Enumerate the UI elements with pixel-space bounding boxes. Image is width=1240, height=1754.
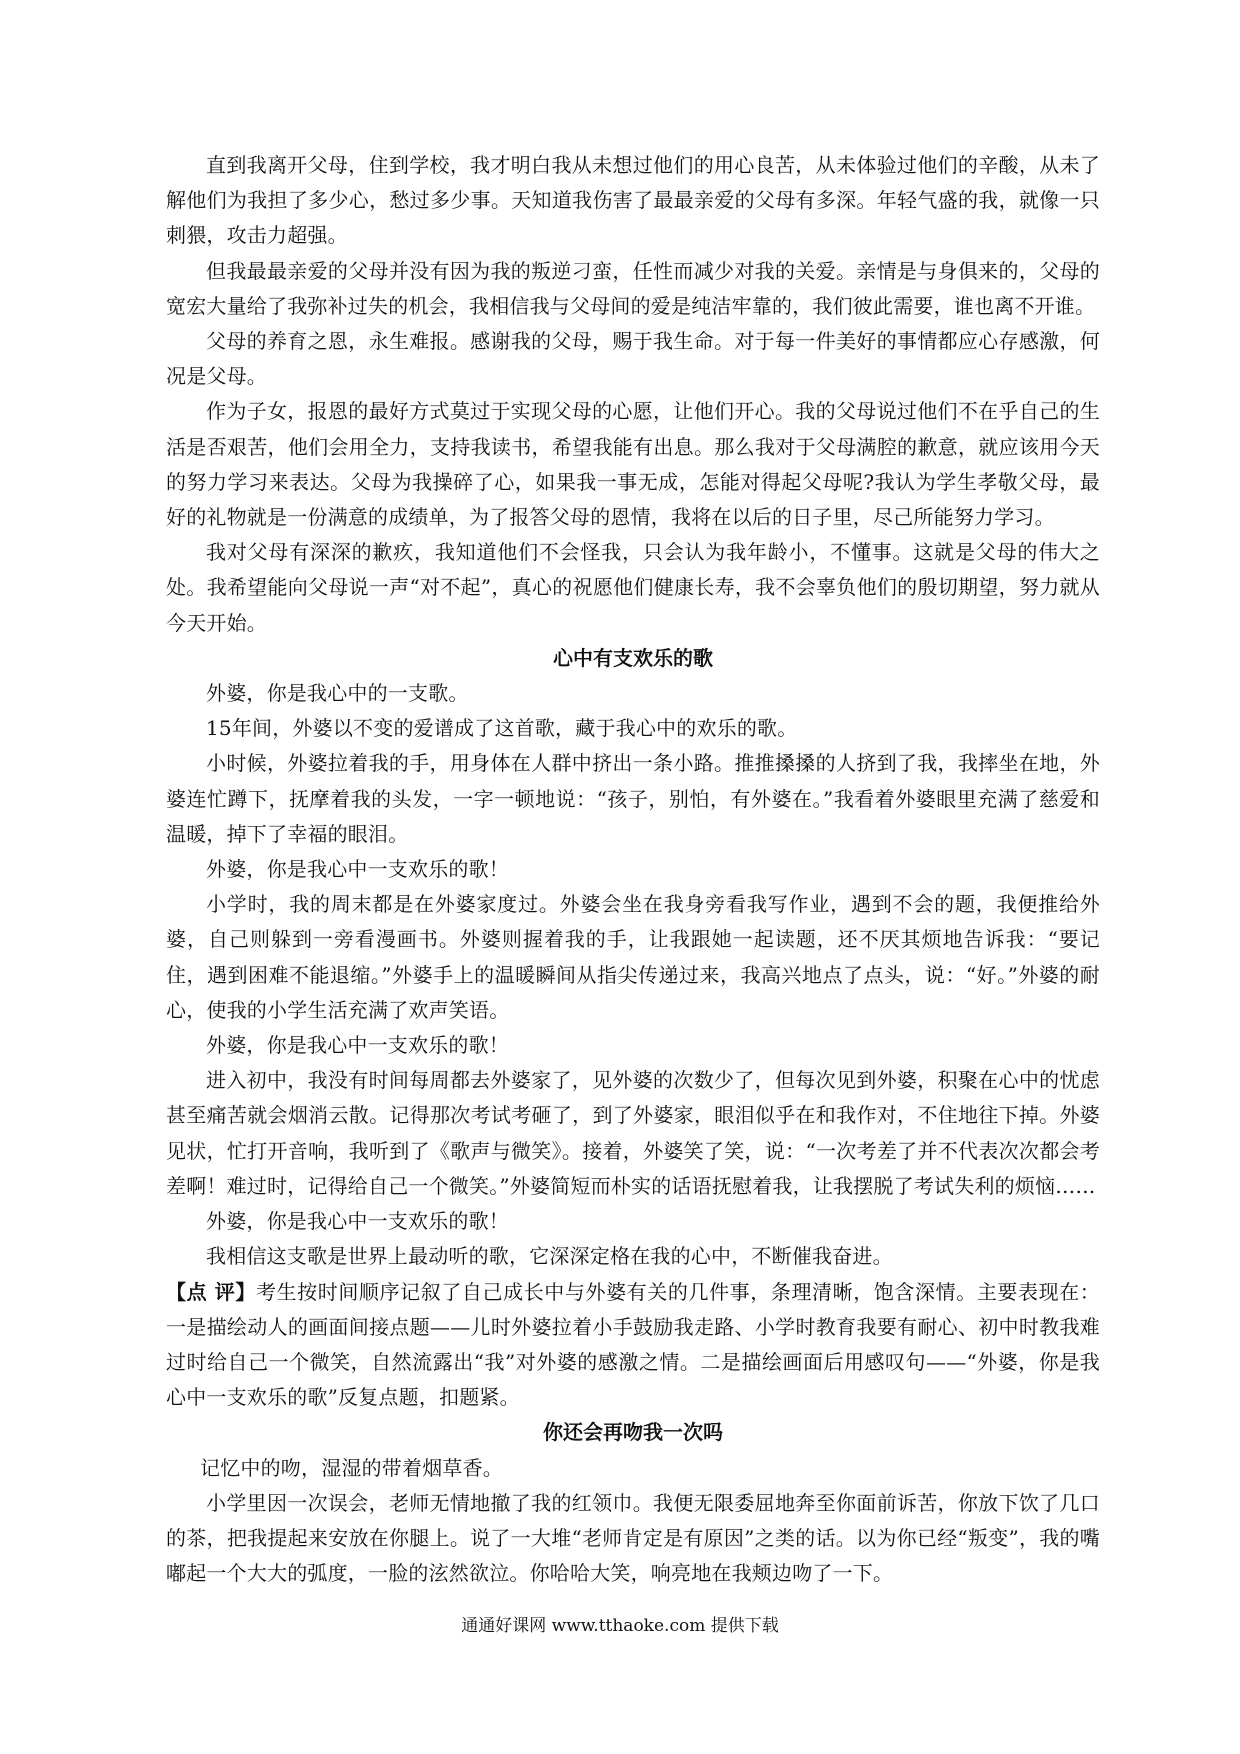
paragraph: 进入初中，我没有时间每周都去外婆家了，见外婆的次数少了，但每次见到外婆，积聚在心中的忧虑甚至痛苦就会烟消云散。记得那次考试考砸了，到了外婆家，眼泪似乎在和我作对，不住地往下掉。外婆见状，忙打开音响，我听到了《歌声与微笑》。接着，外婆笑了笑，说：“一次考差了并不代表次次都会考差啊！难过时，记得给自己一个微笑。”外婆简短而朴实的话语抚慰着我，让我摆脱了考试失利的烦恼……	[166, 1068, 1100, 1198]
paragraph: 但我最最亲爱的父母并没有因为我的叛逆刁蛮，任性而减少对我的关爱。亲情是与身俱来的，父母的宽宏大量给了我弥补过失的机会，我相信我与父母间的爱是纯洁牢靠的，我们彼此需要，谁也离不开谁。	[166, 258, 1100, 318]
comment-label: 【点 评】	[166, 1279, 256, 1304]
paragraph: 外婆，你是我心中的一支歌。	[206, 681, 469, 706]
paragraph: 记忆中的吻，湿湿的带着烟草香。	[200, 1455, 503, 1480]
refrain-paragraph: 外婆，你是我心中一支欢乐的歌！	[206, 857, 509, 882]
paragraph: 直到我离开父母，住到学校，我才明白我从未想过他们的用心良苦，从未体验过他们的辛酸，从未了解他们为我担了多少心，愁过多少事。天知道我伤害了最最亲爱的父母有多深。年轻气盛的我，就像一只刺猥，攻击力超强。	[166, 153, 1100, 248]
paragraph: 作为子女，报恩的最好方式莫过于实现父母的心愿，让他们开心。我的父母说过他们不在乎自己的生活是否艰苦，他们会用全力，支持我读书，希望我能有出息。那么我对于父母满腔的歉意，就应该用今天的努力学习来表达。父母为我操碎了心，如果我一事无成，怎能对得起父母呢?我认为学生孝敬父母，最好的礼物就是一份满意的成绩单，为了报答父母的恩情，我将在以后的日子里，尽己所能努力学习。	[166, 399, 1100, 530]
page-footer: 通通好课网 www.tthaoke.com 提供下载	[461, 1616, 779, 1636]
refrain-paragraph: 外婆，你是我心中一支欢乐的歌！	[206, 1033, 509, 1058]
comment-text: 考生按时间顺序记叙了自己成长中与外婆有关的几件事，条理清晰，饱含深情。主要表现在：一是描绘动人的画面间接点题——儿时外婆拉着小手鼓励我走路、小学时教育我要有耐心、初中时教我难过时给自己一个微笑，自然流露出“我”对外婆的感激之情。二是描绘画面后用感叹句——“外婆，你是我心中一支欢乐的歌”反复点题，扣题紧。	[166, 1279, 1100, 1410]
paragraph: 我相信这支歌是世界上最动听的歌，它深深定格在我的心中，不断催我奋进。	[206, 1244, 893, 1269]
document-body	[166, 148, 1100, 1591]
paragraph: 小学里因一次误会，老师无情地撤了我的红领巾。我便无限委屈地奔至你面前诉苦，你放下饮了几口的茶，把我提起来安放在你腿上。说了一大堆“老师肯定是有原因”之类的话。以为你已经“叛变”，我的嘴嘟起一个大大的弧度，一脸的泫然欲泣。你哈哈大笑，响亮地在我颊边吻了一下。	[166, 1490, 1100, 1586]
paragraph: 小学时，我的周末都是在外婆家度过。外婆会坐在我身旁看我写作业，遇到不会的题，我便推给外婆，自己则躲到一旁看漫画书。外婆则握着我的手，让我跟她一起读题，还不厌其烦地告诉我：“要记住，遇到困难不能退缩。”外婆手上的温暖瞬间从指尖传递过来，我高兴地点了点头，说：“好。”外婆的耐心，使我的小学生活充满了欢声笑语。	[166, 892, 1100, 1022]
paragraph: 父母的养育之恩，永生难报。感谢我的父母，赐于我生命。对于每一件美好的事情都应心存感激，何况是父母。	[166, 329, 1100, 389]
paragraph: 15年间，外婆以不变的爱谱成了这首歌，藏于我心中的欢乐的歌。	[206, 716, 798, 741]
comment-paragraph	[166, 1275, 1100, 1416]
article-title: 你还会再吻我一次吗	[543, 1420, 723, 1445]
paragraph: 我对父母有深深的歉疚，我知道他们不会怪我，只会认为我年龄小，不懂事。这就是父母的伟大之处。我希望能向父母说一声“对不起”，真心的祝愿他们健康长寿，我不会辜负他们的殷切期望，努力就从今天开始。	[166, 540, 1100, 635]
refrain-paragraph: 外婆，你是我心中一支欢乐的歌！	[206, 1209, 509, 1234]
paragraph: 小时候，外婆拉着我的手，用身体在人群中挤出一条小路。推推搡搡的人挤到了我，我摔坐在地，外婆连忙蹲下，抚摩着我的头发，一字一顿地说：“孩子，别怕，有外婆在。”我看着外婆眼里充满了慈爱和温暖，掉下了幸福的眼泪。	[166, 751, 1100, 846]
article-title: 心中有支欢乐的歌	[553, 645, 713, 670]
